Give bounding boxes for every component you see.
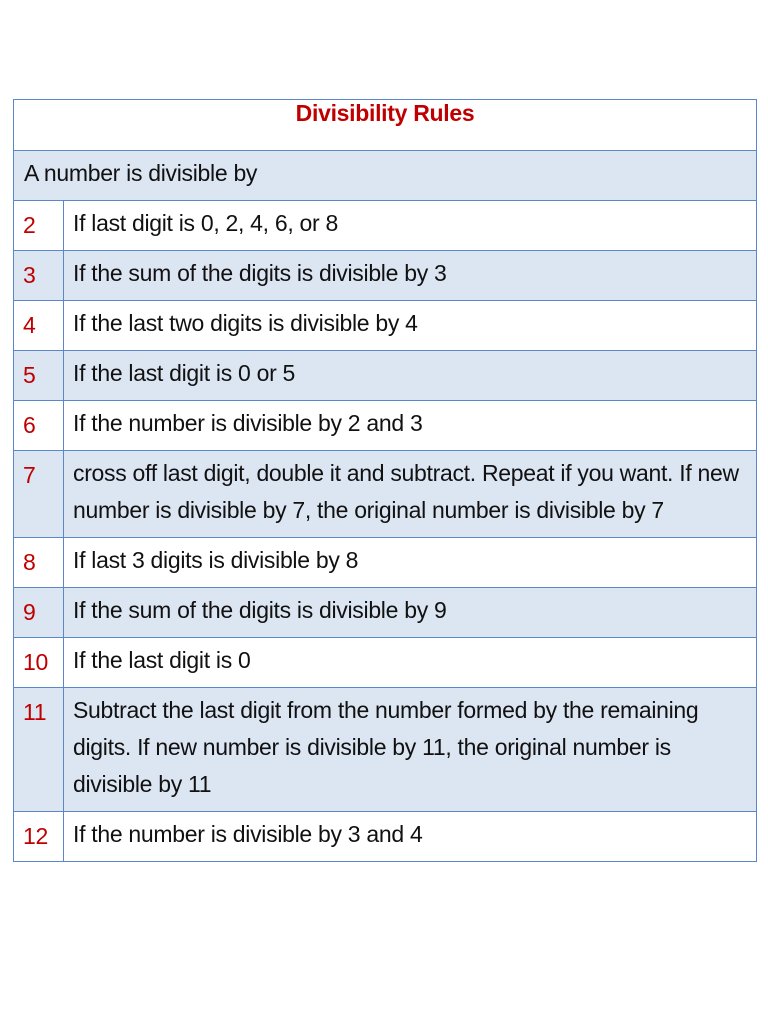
divisibility-rule: If the number is divisible by 2 and 3 xyxy=(64,401,757,451)
divisibility-rules-table xyxy=(13,99,757,862)
divisor-number: 11 xyxy=(14,688,64,812)
divisor-number: 5 xyxy=(14,351,64,401)
subheader-row xyxy=(14,151,757,201)
table-row xyxy=(14,351,757,401)
divisibility-rule: If the sum of the digits is divisible by 3 xyxy=(64,251,757,301)
divisor-number: 10 xyxy=(14,638,64,688)
divisibility-rule: Subtract the last digit from the number formed by the remaining digits. If new number is divisible by 11, the original number is divisible by 11 xyxy=(64,688,757,812)
divisor-number: 4 xyxy=(14,301,64,351)
divisibility-rule: If the number is divisible by 3 and 4 xyxy=(64,812,757,862)
table-row xyxy=(14,251,757,301)
table-row xyxy=(14,688,757,812)
table-row xyxy=(14,201,757,251)
divisor-number: 3 xyxy=(14,251,64,301)
table-row xyxy=(14,401,757,451)
divisor-number: 12 xyxy=(14,812,64,862)
divisibility-rule: If the last digit is 0 or 5 xyxy=(64,351,757,401)
table-row xyxy=(14,301,757,351)
divisibility-rule: If last digit is 0, 2, 4, 6, or 8 xyxy=(64,201,757,251)
divisor-number: 8 xyxy=(14,538,64,588)
divisibility-rule: If the sum of the digits is divisible by 9 xyxy=(64,588,757,638)
table-subheader: A number is divisible by xyxy=(14,151,757,201)
table-row xyxy=(14,588,757,638)
divisor-number: 2 xyxy=(14,201,64,251)
table-row xyxy=(14,538,757,588)
divisibility-rule: If the last two digits is divisible by 4 xyxy=(64,301,757,351)
table-row xyxy=(14,451,757,538)
divisibility-rule: If the last digit is 0 xyxy=(64,638,757,688)
title-row xyxy=(14,100,757,151)
table-row xyxy=(14,812,757,862)
divisibility-rule: If last 3 digits is divisible by 8 xyxy=(64,538,757,588)
divisor-number: 6 xyxy=(14,401,64,451)
divisibility-rule: cross off last digit, double it and subtract. Repeat if you want. If new number is divisible by 7, the original number is divisible by 7 xyxy=(64,451,757,538)
table-row xyxy=(14,638,757,688)
divisor-number: 7 xyxy=(14,451,64,538)
divisor-number: 9 xyxy=(14,588,64,638)
table-title: Divisibility Rules xyxy=(14,100,757,151)
